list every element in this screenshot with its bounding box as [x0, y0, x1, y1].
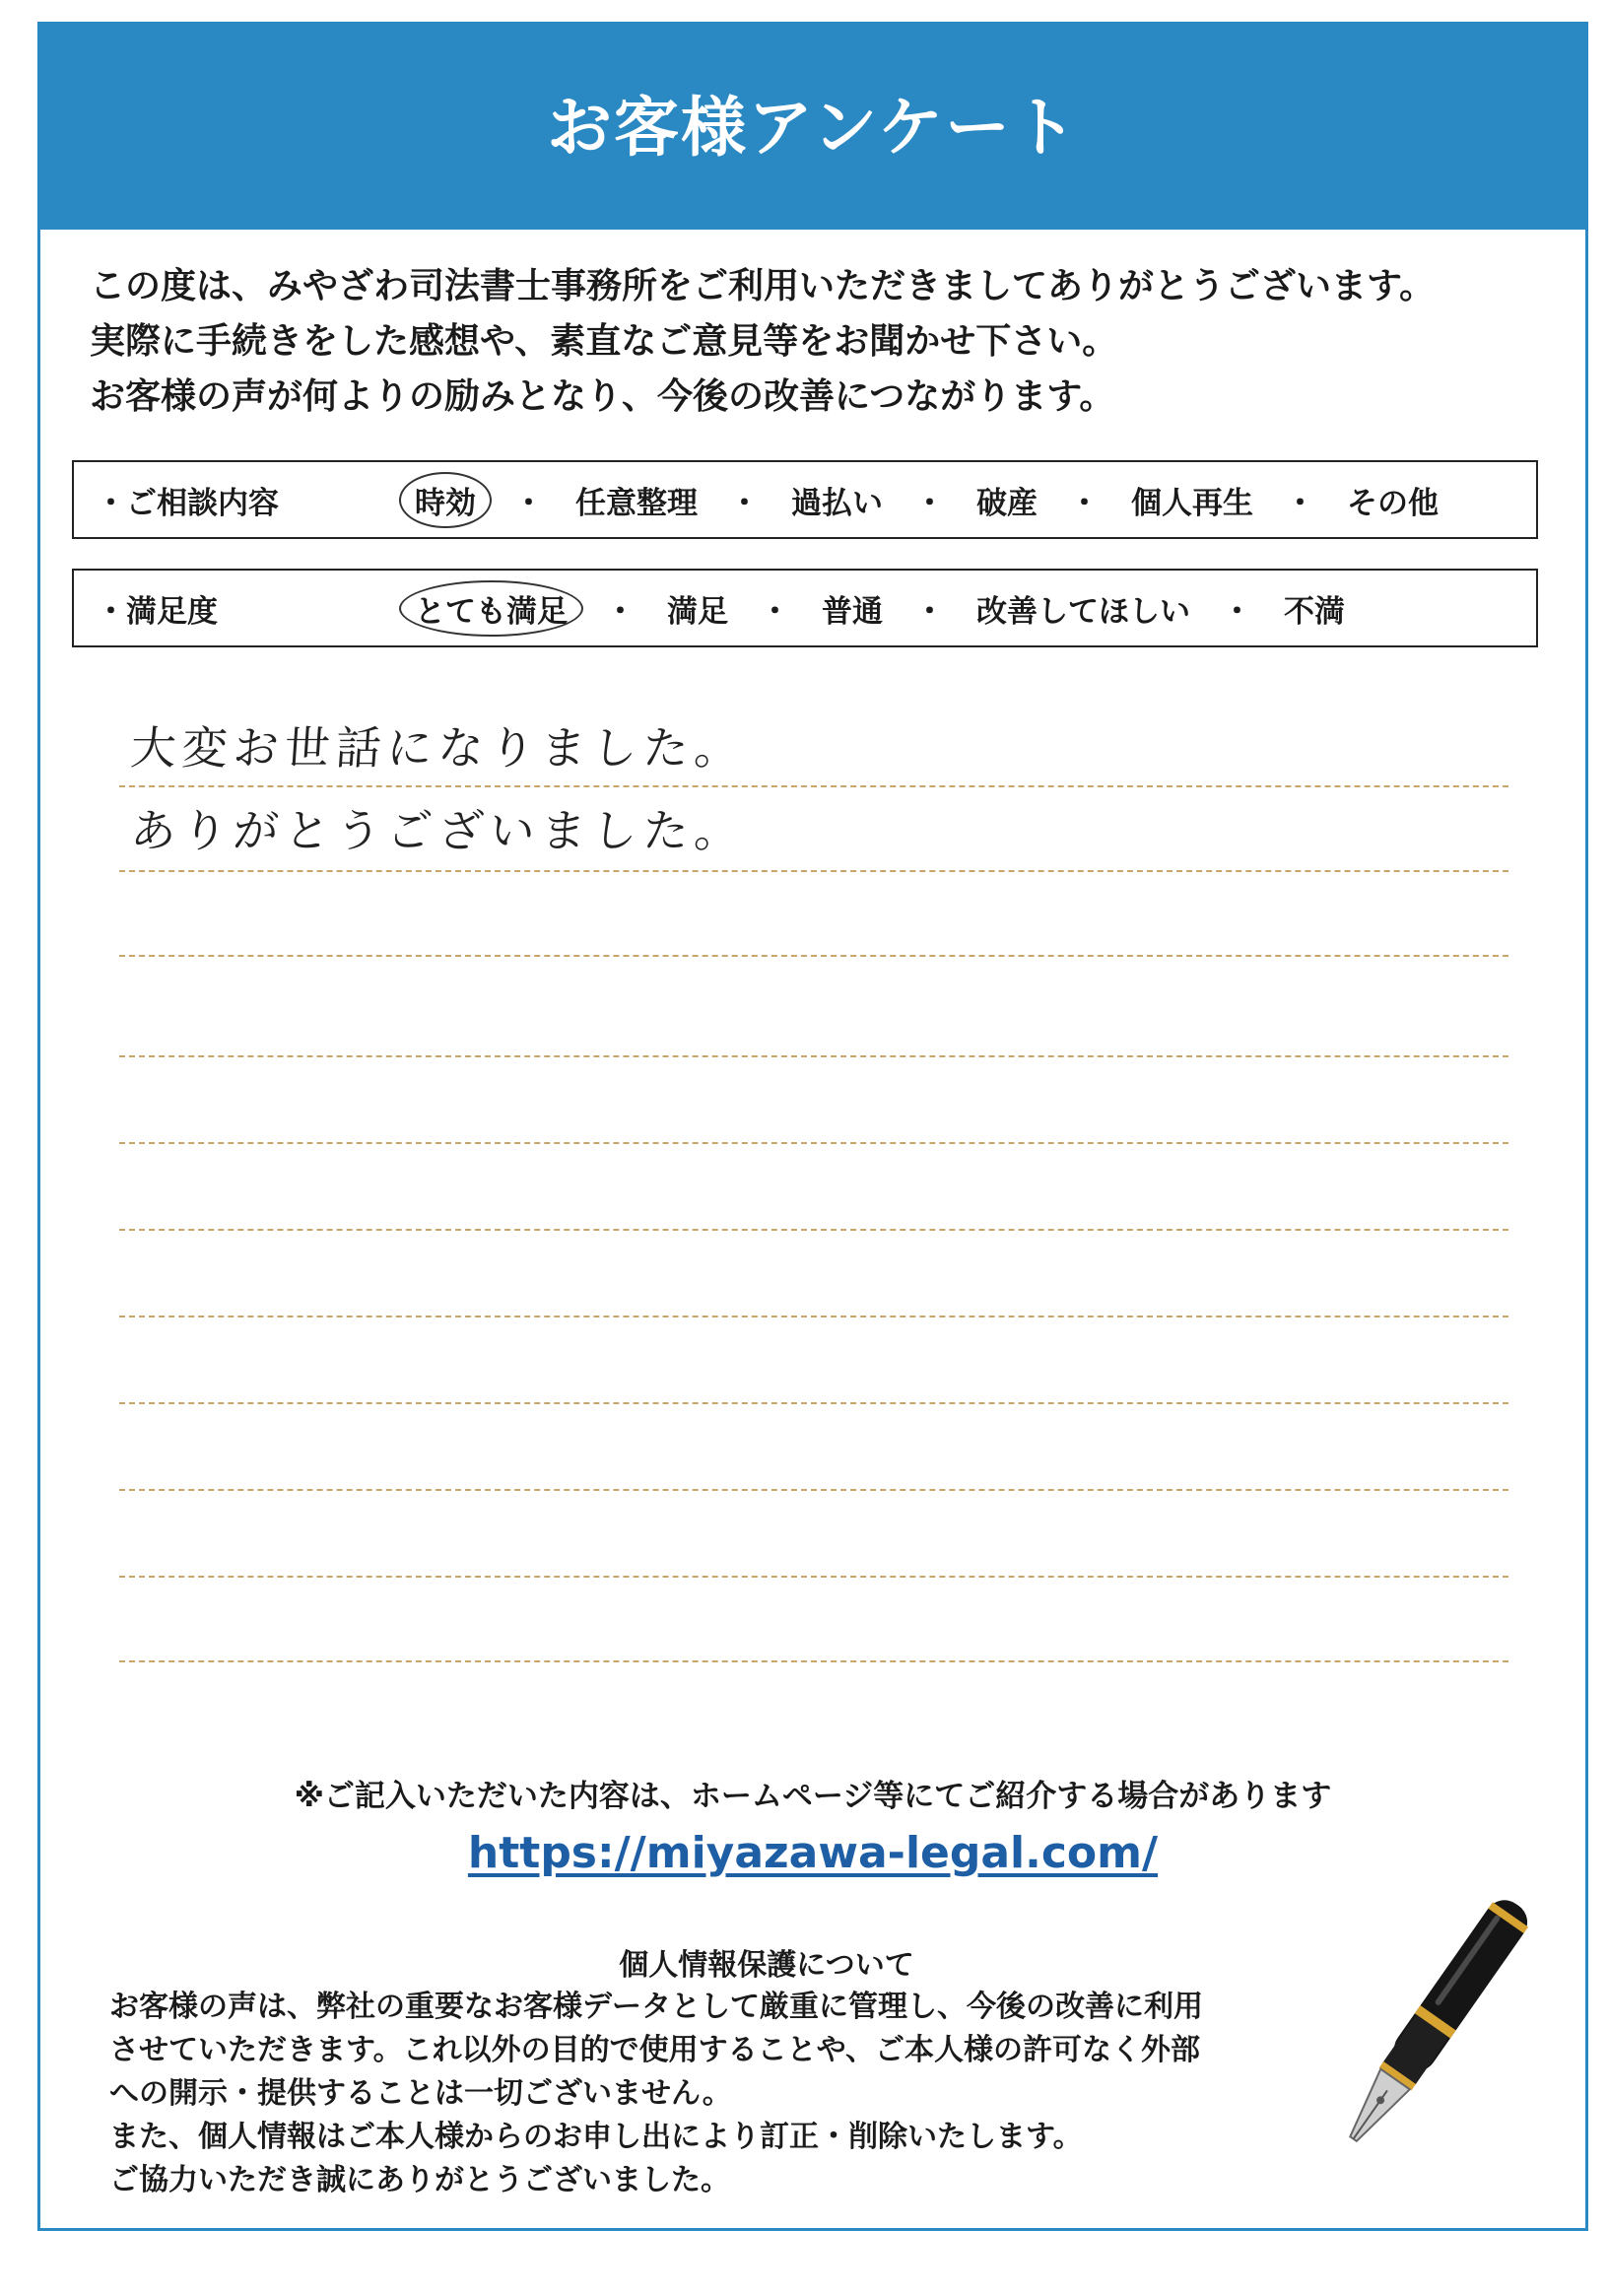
- privacy-line: また、個人情報はご本人様からのお申し出により訂正・削除いたします。: [109, 2120, 1083, 2154]
- consultation-option[interactable]: 任意整理: [575, 485, 698, 521]
- consultation-box: [72, 460, 1538, 539]
- comment-rule: [119, 785, 1508, 787]
- satisfaction-option[interactable]: 不満: [1284, 593, 1345, 630]
- intro-text: [90, 259, 1558, 425]
- privacy-text: [109, 1986, 1351, 2202]
- comment-rule: [119, 1402, 1508, 1404]
- consultation-options: [399, 462, 1448, 537]
- separator: ・: [760, 593, 790, 630]
- website-link[interactable]: https://miyazawa-legal.com/: [467, 1828, 1159, 1878]
- publication-notice: ※ご記入いただいた内容は、ホームページ等にてご紹介する場合があります: [294, 1779, 1332, 1814]
- consultation-label: ・ご相談内容: [96, 485, 279, 521]
- comment-rule: [119, 955, 1508, 957]
- handwritten-comment-line: 大変お世話になりました。: [128, 721, 748, 775]
- satisfaction-box: [72, 569, 1538, 647]
- comment-rule: [119, 1660, 1508, 1662]
- satisfaction-option[interactable]: 普通: [822, 593, 883, 630]
- consultation-option[interactable]: 破産: [976, 485, 1038, 521]
- privacy-line: ご協力いただき誠にありがとうございました。: [109, 2163, 730, 2197]
- privacy-line: させていただきます。これ以外の目的で使用することや、ご本人様の許可なく外部: [109, 2033, 1200, 2067]
- satisfaction-option[interactable]: 改善してほしい: [976, 593, 1190, 630]
- consultation-option[interactable]: その他: [1347, 485, 1439, 521]
- header-banner: [40, 25, 1585, 230]
- comment-rule: [119, 1316, 1508, 1317]
- separator: ・: [914, 593, 945, 630]
- page-title: お客様アンケート: [546, 89, 1080, 166]
- privacy-title: 個人情報保護について: [619, 1948, 914, 1983]
- satisfaction-option-selected[interactable]: とても満足: [399, 580, 583, 637]
- comment-rule: [119, 1055, 1508, 1057]
- satisfaction-options: [399, 571, 1355, 645]
- privacy-line: への開示・提供することは一切ございません。: [109, 2076, 732, 2111]
- fountain-pen-icon: [1311, 1867, 1548, 2193]
- comment-area[interactable]: [119, 675, 1508, 1660]
- separator: ・: [1285, 485, 1315, 521]
- separator: ・: [914, 485, 945, 521]
- comment-rule: [119, 1489, 1508, 1491]
- survey-sheet: [37, 22, 1588, 2231]
- consultation-option-selected[interactable]: 時効: [399, 472, 492, 528]
- privacy-line: お客様の声は、弊社の重要なお客様データとして厳重に管理し、今後の改善に利用: [109, 1990, 1203, 2024]
- satisfaction-label: ・満足度: [96, 593, 218, 630]
- separator: ・: [1222, 593, 1252, 630]
- consultation-option[interactable]: 過払い: [791, 485, 883, 521]
- separator: ・: [1069, 485, 1100, 521]
- intro-line: 実際に手続きをした感想や、素直なご意見等をお聞かせ下さい。: [90, 321, 1118, 362]
- intro-line: この度は、みやざわ司法書士事務所をご利用いただきましてありがとうございます。: [90, 266, 1436, 306]
- separator: ・: [729, 485, 760, 521]
- comment-rule: [119, 870, 1508, 872]
- comment-rule: [119, 1229, 1508, 1231]
- intro-line: お客様の声が何よりの励みとなり、今後の改善につながります。: [90, 376, 1115, 417]
- satisfaction-option[interactable]: 満足: [667, 593, 728, 630]
- handwritten-comment-line: ありがとうございました。: [128, 804, 748, 857]
- comment-rule: [119, 1576, 1508, 1578]
- consultation-option[interactable]: 個人再生: [1131, 485, 1253, 521]
- separator: ・: [513, 485, 544, 521]
- comment-rule: [119, 1142, 1508, 1144]
- separator: ・: [605, 593, 636, 630]
